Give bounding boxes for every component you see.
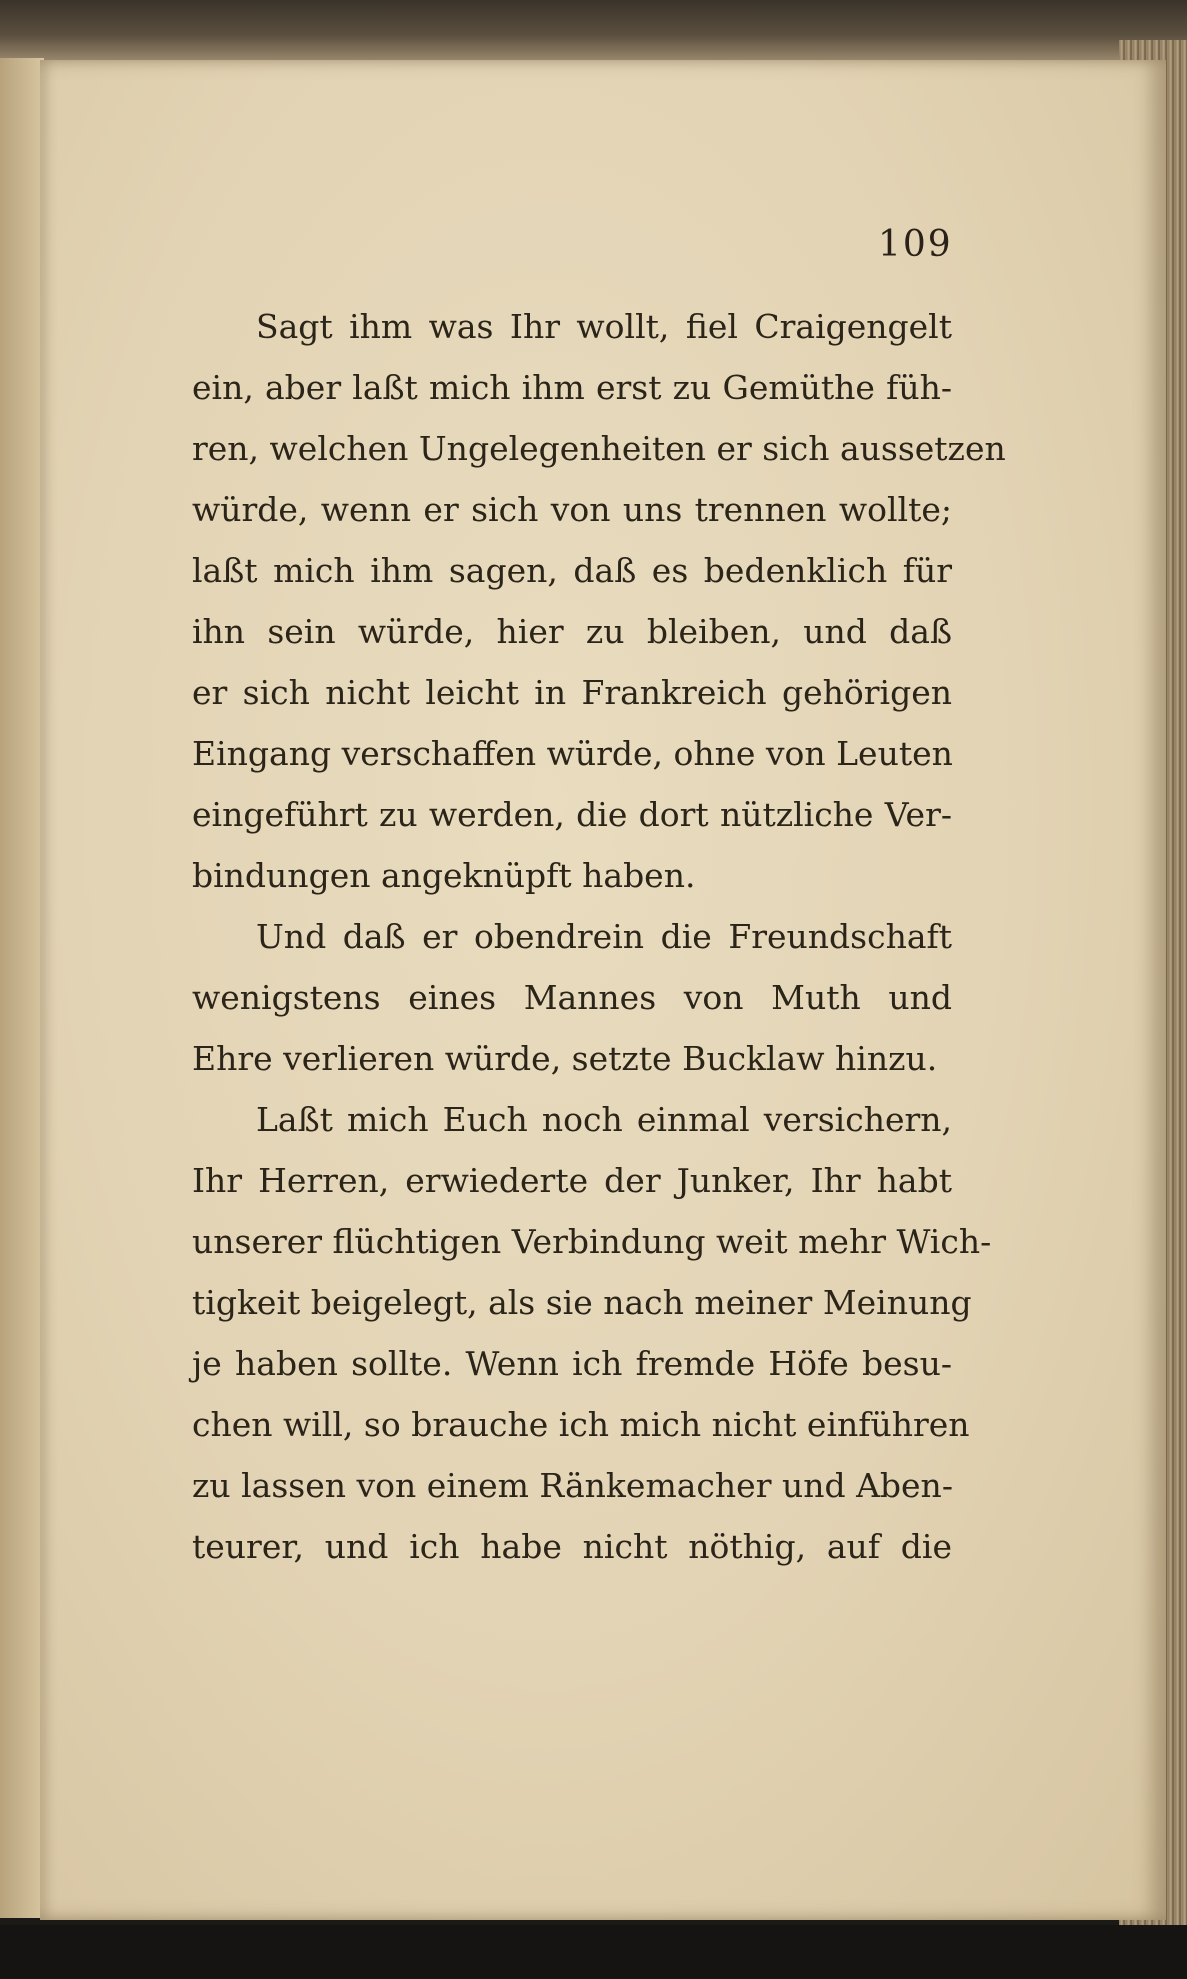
text-line: Sagt ihm was Ihr wollt, fiel Craigengelt	[256, 307, 952, 346]
book-top-edge	[0, 0, 1187, 64]
text-line: er sich nicht leicht in Frankreich gehörigen	[192, 673, 952, 712]
text-line: ein, aber laßt mich ihm erst zu Gemüthe füh-	[192, 368, 952, 407]
text-line: zu lassen von einem Ränkemacher und Aben-	[192, 1466, 953, 1505]
text-line: laßt mich ihm sagen, daß es bedenklich für	[192, 551, 952, 590]
text-line: Eingang verschaffen würde, ohne von Leuten	[192, 734, 953, 773]
page-number: 109	[878, 224, 953, 265]
previous-page-edge	[0, 58, 44, 1918]
text-line: würde, wenn er sich von uns trennen wollte;	[192, 490, 952, 529]
text-line: Laßt mich Euch noch einmal versichern,	[256, 1100, 952, 1139]
text-line: Ihr Herren, erwiederte der Junker, Ihr habt	[192, 1161, 952, 1200]
text-line: ren, welchen Ungelegenheiten er sich aussetzen	[192, 429, 1006, 468]
page-text	[192, 296, 1006, 1577]
text-line: tigkeit beigelegt, als sie nach meiner Meinung	[192, 1283, 972, 1322]
text-line: unserer flüchtigen Verbindung weit mehr Wich-	[192, 1222, 992, 1261]
text-line: wenigstens eines Mannes von Muth und	[192, 978, 952, 1017]
text-line: Und daß er obendrein die Freundschaft	[256, 917, 952, 956]
text-line: eingeführt zu werden, die dort nützliche Ver-	[192, 795, 952, 834]
text-line: je haben sollte. Wenn ich fremde Höfe besu-	[192, 1344, 952, 1383]
text-line: teurer, und ich habe nicht nöthig, auf die	[192, 1527, 952, 1566]
text-line: bindungen angeknüpft haben.	[192, 856, 696, 895]
text-line: chen will, so brauche ich mich nicht einführen	[192, 1405, 970, 1444]
text-line: ihn sein würde, hier zu bleiben, und daß	[192, 612, 952, 651]
book-bottom-edge	[0, 1925, 1187, 1979]
text-line: Ehre verlieren würde, setzte Bucklaw hinzu.	[192, 1039, 938, 1078]
